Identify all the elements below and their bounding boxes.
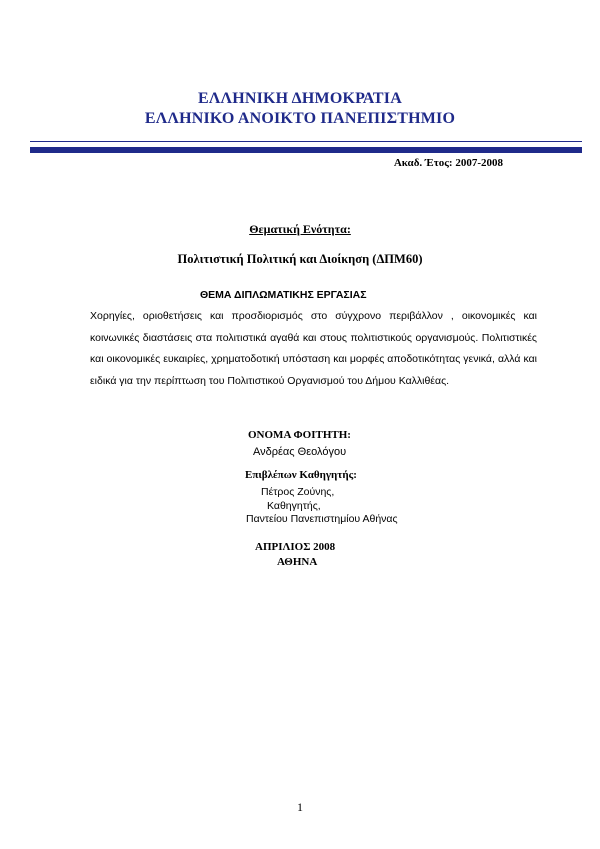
header-rule-thin	[30, 141, 582, 142]
academic-year: Ακαδ. Έτος: 2007-2008	[393, 157, 503, 169]
header-line-1: ΕΛΛΗΝΙΚΗ ΔΗΜΟΚΡΑΤΙΑ	[198, 90, 402, 107]
page-number: 1	[297, 800, 303, 814]
supervisor-title: Καθηγητής,	[267, 500, 321, 512]
thesis-label: ΘΕΜΑ ΔΙΠΛΩΜΑΤΙΚΗΣ ΕΡΓΑΣΙΑΣ	[200, 289, 367, 301]
header-line-2: ΕΛΛΗΝΙΚΟ ΑΝΟΙΚΤΟ ΠΑΝΕΠΙΣΤΗΜΙΟ	[144, 110, 456, 127]
unit-title: Πολιτιστική Πολιτική και Διοίκηση (ΔΠΜ60)	[177, 252, 423, 266]
submission-city: ΑΘΗΝΑ	[277, 556, 318, 568]
supervisor-name: Πέτρος Ζούνης,	[261, 486, 335, 498]
student-label: ΟΝΟΜΑ ΦΟΙΤΗΤΗ:	[248, 429, 351, 441]
submission-date: ΑΠΡΙΛΙΟΣ 2008	[255, 541, 336, 553]
header-rule-thick	[30, 147, 582, 153]
student-name: Ανδρέας Θεολόγου	[253, 446, 347, 458]
thesis-text: Χορηγίες, οριοθετήσεις και προσδιορισμός στο σύγχρονο περιβάλλον , οικονομικές και κοινωνικές διαστάσεις στα πολιτιστικά αγαθά και στους πολιτιστικούς οργανισμούς. Πολιτιστικές και οικονομικές ευκαιρίες, χρηματοδοτική υπόσταση και μορφές αποδοτικότητας γενικά, αλλά και ειδικά για την περίπτωση του Πολιτιστικού Οργανισμού του Δήμου Καλλιθέας.	[90, 310, 537, 388]
unit-heading: Θεματική Ενότητα:	[249, 222, 351, 236]
supervisor-institution: Παντείου Πανεπιστημίου Αθήνας	[246, 513, 398, 525]
supervisor-label: Επιβλέπων Καθηγητής:	[245, 469, 357, 481]
